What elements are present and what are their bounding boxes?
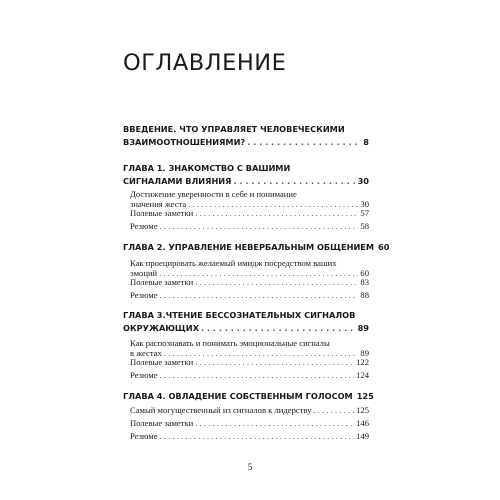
toc-subentry[interactable]: [130, 259, 369, 278]
toc-entry-title-line: ВВЕДЕНИЕ. ЧТО УПРАВЛЯЕТ ЧЕЛОВЕЧЕСКИМИ: [123, 124, 345, 134]
toc-entry-introduction[interactable]: [123, 123, 369, 149]
page-number: 30: [360, 198, 369, 209]
toc-subentry-line: Полевые заметки: [130, 418, 194, 428]
dot-leader: [247, 136, 361, 149]
toc-subentry[interactable]: [130, 406, 369, 416]
toc-entry-title-line: ГЛАВА 2. УПРАВЛЕНИЕ НЕВЕРБАЛЬНЫМ ОБЩЕНИЕМ: [123, 242, 375, 252]
toc-entry-title-line: ГЛАВА 3.ЧТЕНИЕ БЕССОЗНАТЕЛЬНЫХ СИГНАЛОВ: [123, 310, 356, 320]
toc-entry-title-line: ОКРУЖАЮЩИХ: [123, 323, 199, 333]
toc-subentry-line: значения жеста: [130, 198, 187, 209]
page-number: 60: [378, 242, 390, 252]
toc-subentry-line: Резюме: [130, 221, 158, 231]
dot-leader: [314, 406, 355, 416]
page-number: 124: [356, 370, 369, 380]
toc-subentry-line: Самый могущественный из сигналов к лидерству: [130, 405, 312, 415]
toc-entry-title-line: ВЗАИМООТНОШЕНИЯМИ?: [123, 137, 246, 147]
toc-subentry[interactable]: [130, 190, 369, 209]
toc-subentry[interactable]: [130, 419, 369, 429]
page-number: 89: [357, 323, 369, 333]
toc-subentry-line: эмоций: [130, 267, 158, 278]
page-number: 125: [356, 405, 369, 415]
dot-leader: [160, 371, 355, 381]
toc-entry-chapter-1[interactable]: [123, 162, 369, 188]
toc-subentry[interactable]: [130, 222, 369, 232]
toc-subentry[interactable]: [130, 432, 369, 442]
toc-subentry-line: Полевые заметки: [130, 277, 194, 287]
page-number: 30: [357, 176, 369, 186]
page-number: 122: [356, 357, 369, 367]
dot-leader: [164, 349, 359, 359]
page-number: 146: [356, 418, 369, 428]
page-number: 57: [360, 208, 369, 218]
toc-subentry[interactable]: [130, 339, 369, 358]
toc-subentry[interactable]: [130, 291, 369, 301]
toc-subentry-line: Резюме: [130, 290, 158, 300]
dot-leader: [195, 419, 354, 429]
toc-entry-title-line: ГЛАВА 4. ОВЛАДЕНИЕ СОБСТВЕННЫМ ГОЛОСОМ: [123, 391, 353, 401]
toc-subentry[interactable]: [130, 278, 369, 288]
page-number: 58: [360, 221, 369, 231]
dot-leader: [160, 222, 359, 232]
page-number-footer: 5: [247, 462, 253, 472]
toc-entry-title-line: СИГНАЛАМИ ВЛИЯНИЯ: [123, 176, 232, 186]
toc-subentry-line: Как распознавать и понимать эмоциональные сигналы: [130, 338, 330, 348]
page-number: 83: [360, 277, 369, 287]
page-number: 8: [363, 137, 369, 147]
page-number: 149: [356, 431, 369, 441]
toc-subentry-line: Резюме: [130, 431, 158, 441]
dot-leader: [160, 432, 355, 442]
dot-leader: [233, 175, 355, 188]
dot-leader: [195, 358, 354, 368]
page-number: 88: [360, 290, 369, 300]
toc-subentry-line: Резюме: [130, 370, 158, 380]
dot-leader: [160, 291, 359, 301]
toc-subentry-line: Как проецировать желаемый имидж посредством ваших: [130, 258, 337, 268]
toc-entry-chapter-3[interactable]: [123, 309, 369, 335]
toc-subentry-line: в жестах: [130, 347, 162, 358]
toc-subentry[interactable]: [130, 371, 369, 381]
dot-leader: [195, 278, 358, 288]
dot-leader: [195, 209, 358, 219]
toc-subentry[interactable]: [130, 209, 369, 219]
toc-subentry-line: Полевые заметки: [130, 208, 194, 218]
dot-leader: [188, 200, 358, 210]
toc-entry-chapter-4[interactable]: [123, 390, 374, 403]
toc-subentry-line: Полевые заметки: [130, 357, 194, 367]
toc-subentry-line: Достижение уверенности в себе и понимание: [130, 189, 297, 199]
toc-entry-title-line: ГЛАВА 1. ЗНАКОМСТВО С ВАШИМИ: [123, 163, 291, 173]
dot-leader: [201, 322, 356, 335]
toc-entry-chapter-2[interactable]: [123, 241, 390, 254]
page-number: 89: [360, 347, 369, 358]
page-number: 125: [356, 391, 374, 401]
page-title: ОГЛАВЛЕНИЕ: [123, 50, 287, 76]
page-number: 60: [360, 267, 369, 278]
toc-subentry[interactable]: [130, 358, 369, 368]
